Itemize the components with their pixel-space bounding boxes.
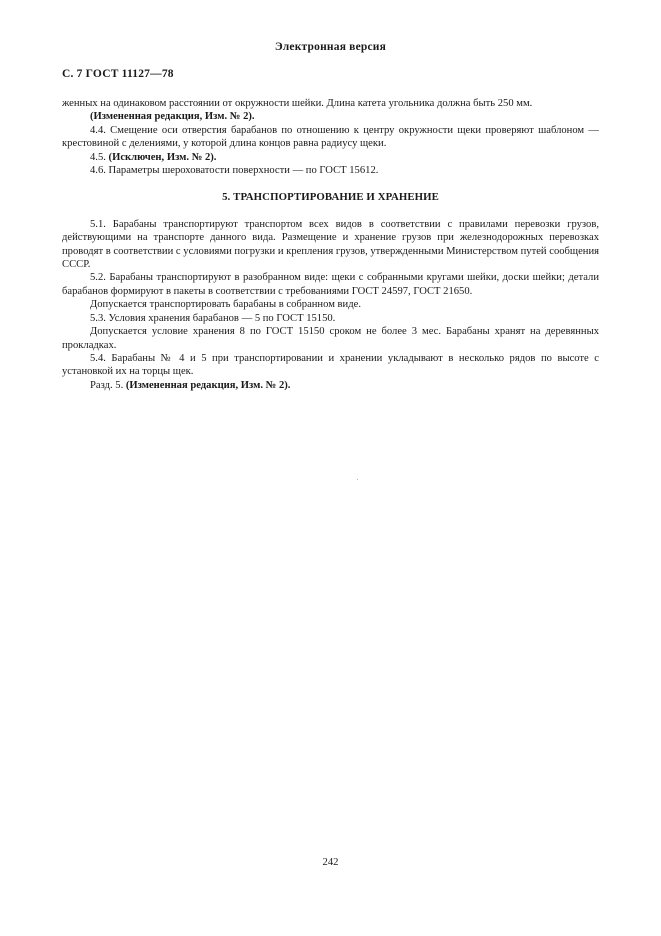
page-number: 242 — [322, 857, 339, 868]
clause-5-3: 5.3. Условия хранения барабанов — 5 по ГОСТ 15150. — [90, 312, 336, 324]
clause-4-5-excluded-note: (Исключен, Изм. № 2). — [108, 151, 217, 163]
assembled-transport-note: Допускается транспортировать барабаны в собранном виде. — [90, 299, 361, 311]
clause-4-4: 4.4. Смещение оси отверстия барабанов по отношению к центру окружности щеки проверяют шаблоном — крестовиной с делениями, у которой длина концов равна радиусу щеки. — [62, 124, 599, 150]
standard-reference: С. 7 ГОСТ 11127—78 — [62, 68, 174, 80]
clause-5-2: 5.2. Барабаны транспортируют в разобранном виде: щеки с собранными кругами шейки, доски шейки; детали барабанов формируют в пакеты в соответствии с требованиями ГОСТ 24597, ГОСТ 21650. — [62, 272, 599, 297]
clause-5-4: 5.4. Барабаны № 4 и 5 при транспортировании и хранении укладывают в несколько рядов по высоте с установкой их на торцы щек. — [62, 352, 599, 378]
scan-speck — [357, 479, 358, 480]
clause-4-5-number: 4.5. — [90, 151, 109, 163]
electronic-version-header: Электронная версия — [274, 41, 387, 53]
section-revision-prefix: Разд. 5. — [90, 379, 126, 391]
clause-4-6: 4.6. Параметры шероховатости поверхности — по ГОСТ 15612. — [90, 165, 379, 177]
clause-5-1: 5.1. Барабаны транспортируют транспортом всех видов в соответствии с правилами перевозки грузов, действующими на транспорте данного вида. Размещение и хранение грузов при железнодорожных перевозках проводят в соответствии с условиями погрузки и крепления грузов, утвержденными Министерством путей сообщения СССР. — [62, 218, 599, 271]
clause-4-5 — [62, 151, 599, 164]
section-heading: 5. ТРАНСПОРТИРОВАНИЕ И ХРАНЕНИЕ — [222, 191, 439, 204]
paragraph-continuation: женных на одинаковом расстоянии от окружности шейки. Длина катета угольника должна быть 250 мм. — [62, 98, 533, 109]
document-body — [62, 97, 599, 392]
revision-note: (Измененная редакция, Изм. № 2). — [90, 111, 255, 123]
section-revision-note — [62, 379, 599, 392]
section-revision-bold: (Измененная редакция, Изм. № 2). — [125, 379, 291, 391]
storage-condition-note: Допускается условие хранения 8 по ГОСТ 15150 сроком не более 3 мес. Барабаны хранят на деревянных прокладках. — [62, 326, 599, 351]
